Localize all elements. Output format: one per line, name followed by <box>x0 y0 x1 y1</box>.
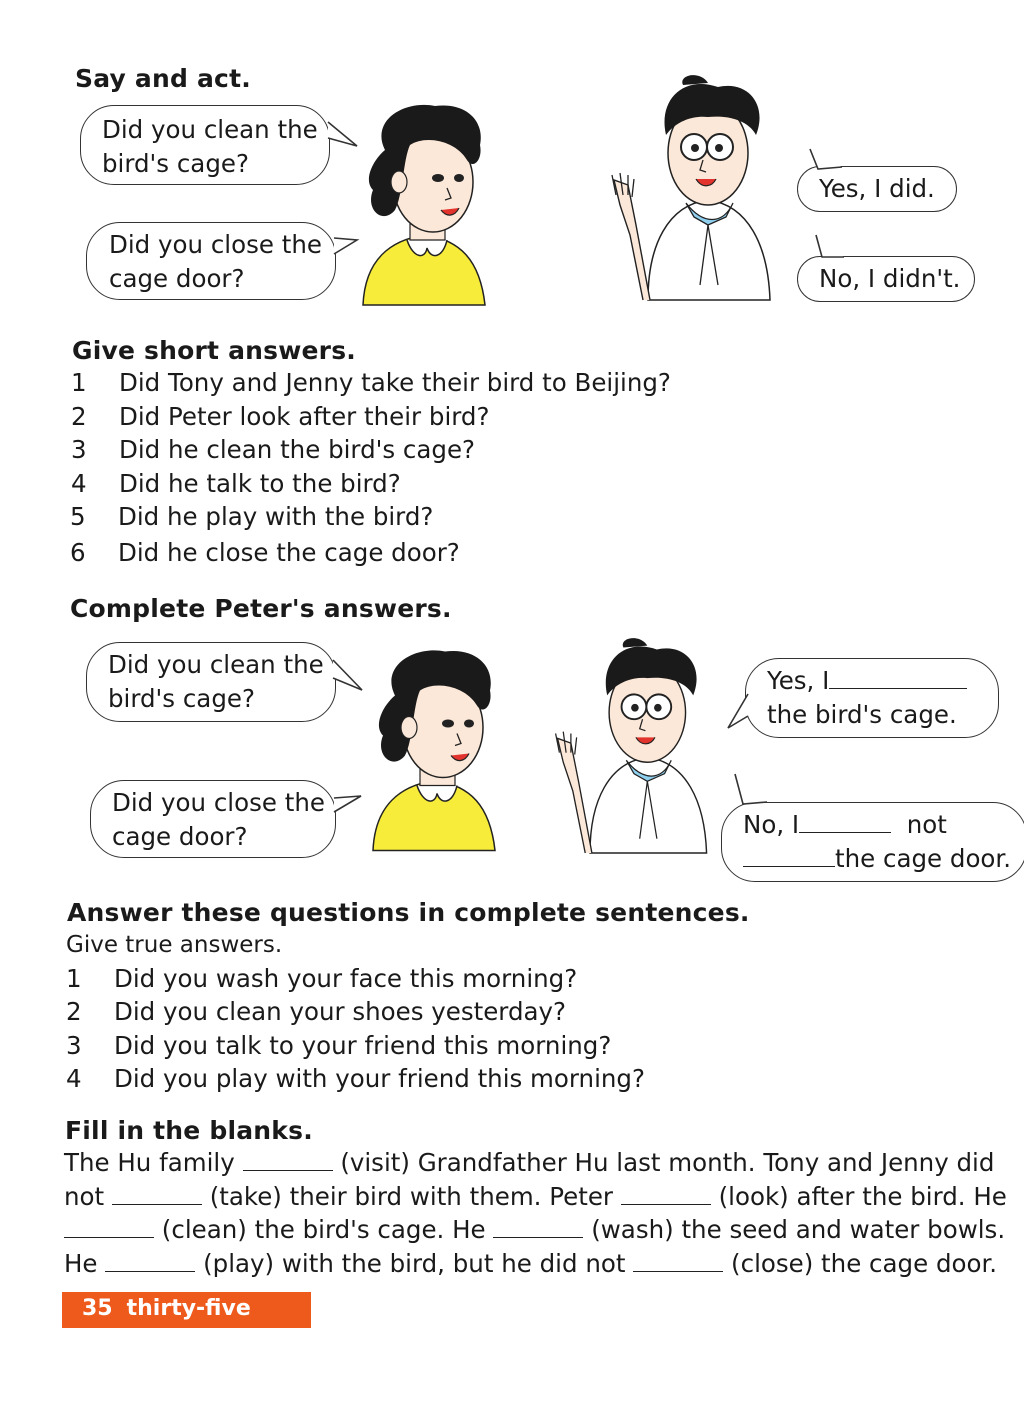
bubble-text: the cage door. <box>835 844 1012 873</box>
bubble-line: Did you clean the <box>108 650 324 679</box>
page-number: 35 <box>82 1296 113 1321</box>
list-item <box>71 402 490 431</box>
speech-bubble-clean-cage <box>86 642 336 722</box>
list-item <box>66 964 578 993</box>
girl-illustration <box>365 638 500 858</box>
paragraph-line <box>64 1247 998 1281</box>
boy-illustration <box>548 638 718 853</box>
bubble-text: Yes, I <box>767 666 830 695</box>
complete-sentences-heading: Answer these questions in complete sentences. <box>67 898 750 927</box>
bubble-line: the bird's cage. <box>767 700 957 729</box>
list-number: 1 <box>66 964 82 993</box>
bubble-line: cage door? <box>109 264 245 293</box>
paragraph-text: (wash) the seed and water bowls. <box>591 1215 1006 1244</box>
list-number: 3 <box>71 435 87 464</box>
bubble-line: Did you clean the <box>102 115 318 144</box>
bubble-tail <box>330 656 370 696</box>
list-text: Did he close the cage door? <box>118 538 460 567</box>
list-number: 2 <box>66 997 82 1026</box>
list-number: 6 <box>70 538 86 567</box>
answer-blank[interactable] <box>633 1251 723 1272</box>
answer-blank[interactable] <box>743 846 835 867</box>
boy-illustration <box>608 75 778 300</box>
list-item <box>66 1031 612 1060</box>
bubble-line: bird's cage? <box>108 684 255 713</box>
girl-illustration <box>355 100 490 305</box>
bubble-line <box>743 842 1024 876</box>
list-text: Did you play with your friend this morning? <box>114 1064 645 1093</box>
paragraph-text: (look) after the bird. He <box>718 1181 1007 1211</box>
answer-blank[interactable] <box>799 812 891 833</box>
bubble-tail <box>726 690 766 735</box>
answer-blank[interactable] <box>621 1184 711 1205</box>
list-number: 1 <box>71 368 87 397</box>
list-text: Did he talk to the bird? <box>119 469 401 498</box>
bubble-line: bird's cage? <box>102 149 249 178</box>
answer-blank[interactable] <box>243 1150 333 1171</box>
list-item <box>71 435 476 464</box>
fill-in-blanks-heading: Fill in the blanks. <box>65 1116 313 1145</box>
paragraph-text: (visit) Grandfather Hu last month. Tony and Jenny did <box>340 1148 995 1177</box>
bubble-line: Did you close the <box>112 788 325 817</box>
list-item <box>70 502 434 531</box>
bubble-line <box>743 808 1024 842</box>
list-text: Did he clean the bird's cage? <box>119 435 476 464</box>
paragraph-text: not <box>64 1181 105 1211</box>
say-and-act-heading: Say and act. <box>75 64 251 93</box>
answer-blank[interactable] <box>64 1217 154 1238</box>
list-item <box>71 368 671 397</box>
answer-blank[interactable] <box>112 1184 202 1205</box>
fill-in-paragraph <box>64 1146 1007 1280</box>
paragraph-line <box>64 1213 1006 1247</box>
paragraph-text: (close) the cage door. <box>731 1248 998 1278</box>
speech-bubble-no-blank <box>721 802 1024 882</box>
list-item <box>71 469 401 498</box>
give-short-answers-heading: Give short answers. <box>72 336 356 365</box>
bubble-line: Yes, I did. <box>819 174 935 203</box>
paragraph-text: (take) their bird with them. Peter <box>209 1181 613 1211</box>
answer-blank[interactable] <box>829 668 967 689</box>
list-text: Did Peter look after their bird? <box>119 402 490 431</box>
speech-bubble-close-door <box>90 780 336 858</box>
paragraph-text: (play) with the bird, but he did not <box>203 1248 626 1278</box>
list-item <box>70 538 460 567</box>
list-number: 4 <box>71 469 87 498</box>
paragraph-text: (clean) the bird's cage. He <box>161 1215 486 1244</box>
bubble-line: Did you close the <box>109 230 322 259</box>
answer-blank[interactable] <box>493 1217 583 1238</box>
bubble-tail <box>733 772 773 812</box>
list-number: 4 <box>66 1064 82 1093</box>
answer-blank[interactable] <box>105 1251 195 1272</box>
list-number: 3 <box>66 1031 82 1060</box>
bubble-tail <box>808 147 848 177</box>
speech-bubble-yes-blank <box>745 658 999 738</box>
paragraph-text: The Hu family <box>64 1148 235 1177</box>
list-number: 5 <box>70 502 86 531</box>
list-text: Did you wash your face this morning? <box>114 964 578 993</box>
bubble-line: No, I didn't. <box>819 264 961 293</box>
speech-bubble-close-door <box>86 222 336 300</box>
bubble-text: No, I <box>743 810 800 839</box>
complete-peters-answers-heading: Complete Peter's answers. <box>70 594 452 623</box>
page-number-word: thirty-five <box>126 1296 251 1321</box>
page-number-bar <box>62 1292 311 1328</box>
list-text: Did you talk to your friend this morning? <box>114 1031 612 1060</box>
speech-bubble-clean-cage <box>80 105 330 185</box>
paragraph-line <box>64 1180 1007 1214</box>
list-text: Did he play with the bird? <box>118 502 434 531</box>
bubble-line: cage door? <box>112 822 248 851</box>
subheading: Give true answers. <box>66 932 283 958</box>
bubble-line <box>767 664 998 698</box>
list-number: 2 <box>71 402 87 431</box>
list-item <box>66 997 567 1026</box>
list-text: Did you clean your shoes yesterday? <box>114 997 567 1026</box>
paragraph-line <box>64 1146 994 1180</box>
paragraph-text: He <box>64 1248 98 1278</box>
list-item <box>66 1064 645 1093</box>
list-text: Did Tony and Jenny take their bird to Beijing? <box>119 368 671 397</box>
bubble-text: not <box>906 810 947 839</box>
bubble-tail <box>814 233 854 263</box>
